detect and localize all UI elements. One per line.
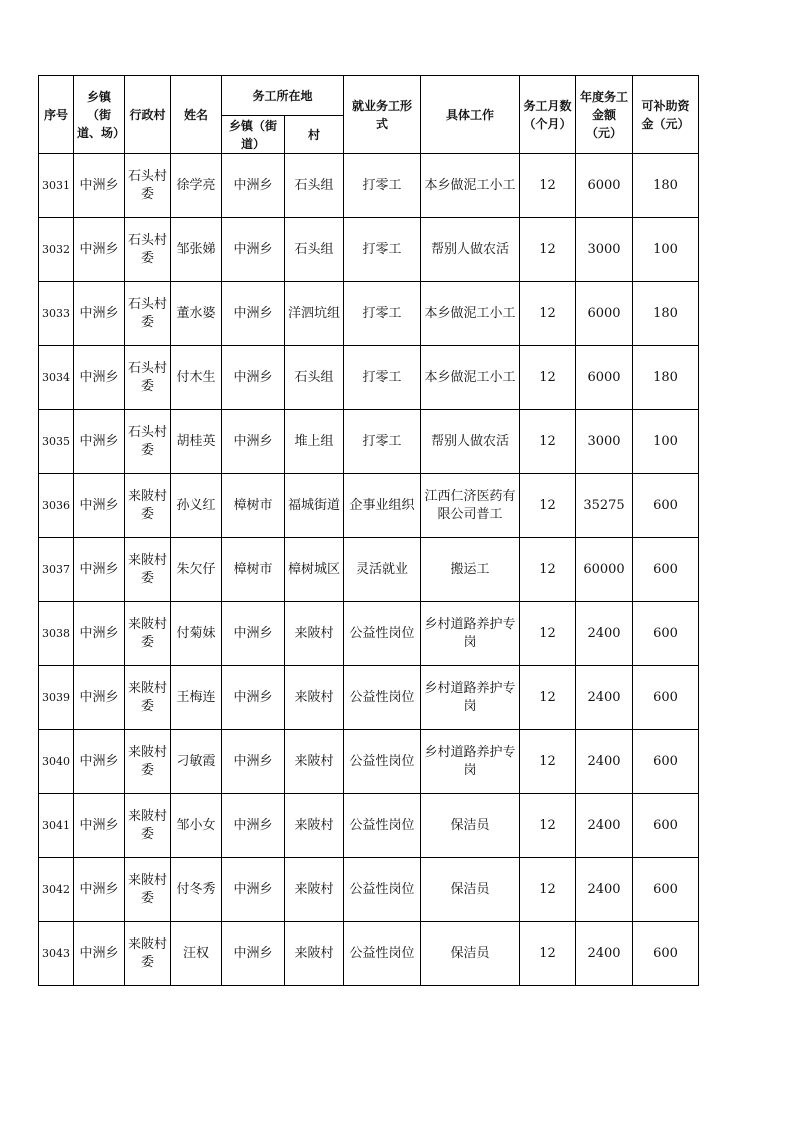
header-loc-village: 村: [285, 116, 344, 154]
cell-form: 公益性岗位: [344, 794, 421, 858]
cell-loc-town: 中洲乡: [222, 730, 285, 794]
cell-name: 付冬秀: [171, 858, 222, 922]
cell-seq: 3043: [39, 922, 74, 986]
table-row: [39, 346, 699, 410]
cell-loc-village: 堆上组: [285, 410, 344, 474]
header-form: 就业务工形式: [344, 76, 421, 154]
cell-job: 乡村道路养护专岗: [421, 730, 520, 794]
cell-form: 打零工: [344, 282, 421, 346]
cell-subsidy: 600: [633, 666, 699, 730]
cell-job: 搬运工: [421, 538, 520, 602]
cell-seq: 3033: [39, 282, 74, 346]
header-subsidy: 可补助资金（元）: [633, 76, 699, 154]
cell-loc-village: 洋泗坑组: [285, 282, 344, 346]
cell-months: 12: [520, 538, 576, 602]
cell-job: 保洁员: [421, 794, 520, 858]
cell-village: 来陂村委: [125, 794, 171, 858]
cell-seq: 3041: [39, 794, 74, 858]
cell-job: 乡村道路养护专岗: [421, 602, 520, 666]
cell-subsidy: 180: [633, 154, 699, 218]
cell-village: 石头村委: [125, 282, 171, 346]
cell-subsidy: 100: [633, 410, 699, 474]
cell-amount: 3000: [576, 218, 633, 282]
cell-months: 12: [520, 602, 576, 666]
cell-amount: 60000: [576, 538, 633, 602]
cell-seq: 3038: [39, 602, 74, 666]
cell-town: 中洲乡: [74, 538, 125, 602]
cell-town: 中洲乡: [74, 922, 125, 986]
cell-amount: 2400: [576, 794, 633, 858]
cell-form: 打零工: [344, 218, 421, 282]
cell-seq: 3032: [39, 218, 74, 282]
cell-village: 来陂村委: [125, 922, 171, 986]
cell-name: 邹小女: [171, 794, 222, 858]
cell-subsidy: 600: [633, 922, 699, 986]
cell-form: 公益性岗位: [344, 730, 421, 794]
cell-loc-town: 中洲乡: [222, 282, 285, 346]
cell-subsidy: 600: [633, 794, 699, 858]
cell-seq: 3034: [39, 346, 74, 410]
cell-job: 保洁员: [421, 858, 520, 922]
cell-town: 中洲乡: [74, 730, 125, 794]
cell-loc-town: 中洲乡: [222, 794, 285, 858]
cell-village: 石头村委: [125, 410, 171, 474]
cell-name: 孙义红: [171, 474, 222, 538]
cell-loc-village: 来陂村: [285, 922, 344, 986]
cell-subsidy: 100: [633, 218, 699, 282]
cell-name: 付菊妹: [171, 602, 222, 666]
cell-job: 江西仁济医药有限公司普工: [421, 474, 520, 538]
cell-name: 刁敏霞: [171, 730, 222, 794]
cell-amount: 2400: [576, 730, 633, 794]
cell-amount: 2400: [576, 922, 633, 986]
cell-name: 邹张娣: [171, 218, 222, 282]
cell-subsidy: 180: [633, 282, 699, 346]
cell-loc-village: 福城街道: [285, 474, 344, 538]
cell-loc-village: 石头组: [285, 218, 344, 282]
cell-form: 公益性岗位: [344, 666, 421, 730]
table-row: [39, 474, 699, 538]
cell-job: 乡村道路养护专岗: [421, 666, 520, 730]
cell-loc-town: 中洲乡: [222, 410, 285, 474]
cell-name: 付木生: [171, 346, 222, 410]
cell-seq: 3039: [39, 666, 74, 730]
cell-seq: 3036: [39, 474, 74, 538]
table-row: [39, 538, 699, 602]
cell-subsidy: 600: [633, 602, 699, 666]
cell-months: 12: [520, 922, 576, 986]
cell-village: 来陂村委: [125, 858, 171, 922]
cell-loc-village: 石头组: [285, 346, 344, 410]
cell-months: 12: [520, 666, 576, 730]
cell-loc-town: 中洲乡: [222, 346, 285, 410]
table-header: [39, 76, 699, 154]
table-row: [39, 858, 699, 922]
cell-town: 中洲乡: [74, 218, 125, 282]
cell-seq: 3042: [39, 858, 74, 922]
cell-loc-village: 来陂村: [285, 858, 344, 922]
cell-loc-town: 樟树市: [222, 474, 285, 538]
cell-seq: 3031: [39, 154, 74, 218]
cell-form: 公益性岗位: [344, 602, 421, 666]
cell-months: 12: [520, 730, 576, 794]
cell-amount: 35275: [576, 474, 633, 538]
cell-subsidy: 600: [633, 538, 699, 602]
table-row: [39, 602, 699, 666]
cell-name: 汪权: [171, 922, 222, 986]
cell-loc-town: 中洲乡: [222, 858, 285, 922]
cell-seq: 3037: [39, 538, 74, 602]
table-row: [39, 410, 699, 474]
cell-amount: 2400: [576, 666, 633, 730]
cell-amount: 6000: [576, 346, 633, 410]
cell-name: 徐学亮: [171, 154, 222, 218]
cell-amount: 3000: [576, 410, 633, 474]
cell-months: 12: [520, 410, 576, 474]
cell-months: 12: [520, 858, 576, 922]
cell-village: 石头村委: [125, 154, 171, 218]
cell-months: 12: [520, 282, 576, 346]
cell-town: 中洲乡: [74, 858, 125, 922]
cell-loc-town: 樟树市: [222, 538, 285, 602]
cell-months: 12: [520, 474, 576, 538]
cell-loc-village: 来陂村: [285, 602, 344, 666]
cell-loc-village: 来陂村: [285, 730, 344, 794]
cell-seq: 3040: [39, 730, 74, 794]
cell-months: 12: [520, 218, 576, 282]
cell-form: 公益性岗位: [344, 858, 421, 922]
cell-name: 胡桂英: [171, 410, 222, 474]
cell-name: 董水婆: [171, 282, 222, 346]
cell-subsidy: 600: [633, 474, 699, 538]
header-job: 具体工作: [421, 76, 520, 154]
cell-loc-village: 樟树城区: [285, 538, 344, 602]
cell-town: 中洲乡: [74, 282, 125, 346]
table-row: [39, 218, 699, 282]
cell-loc-village: 来陂村: [285, 666, 344, 730]
cell-job: 保洁员: [421, 922, 520, 986]
cell-village: 来陂村委: [125, 666, 171, 730]
cell-town: 中洲乡: [74, 602, 125, 666]
cell-town: 中洲乡: [74, 346, 125, 410]
cell-loc-town: 中洲乡: [222, 218, 285, 282]
cell-form: 打零工: [344, 346, 421, 410]
header-seq: 序号: [39, 76, 74, 154]
cell-amount: 2400: [576, 858, 633, 922]
cell-subsidy: 600: [633, 858, 699, 922]
header-name: 姓名: [171, 76, 222, 154]
header-work-location: 务工所在地: [222, 76, 344, 116]
table-row: [39, 282, 699, 346]
cell-village: 来陂村委: [125, 602, 171, 666]
header-months: 务工月数（个月）: [520, 76, 576, 154]
cell-months: 12: [520, 794, 576, 858]
cell-name: 朱欠仔: [171, 538, 222, 602]
table-row: [39, 922, 699, 986]
cell-village: 来陂村委: [125, 730, 171, 794]
table-body: [39, 154, 699, 986]
cell-job: 帮别人做农活: [421, 218, 520, 282]
cell-job: 帮别人做农活: [421, 410, 520, 474]
cell-village: 来陂村委: [125, 538, 171, 602]
cell-loc-town: 中洲乡: [222, 602, 285, 666]
cell-job: 本乡做泥工小工: [421, 282, 520, 346]
cell-amount: 6000: [576, 154, 633, 218]
cell-town: 中洲乡: [74, 410, 125, 474]
header-loc-town: 乡镇（街道）: [222, 116, 285, 154]
cell-loc-town: 中洲乡: [222, 922, 285, 986]
cell-loc-village: 来陂村: [285, 794, 344, 858]
table-row: [39, 794, 699, 858]
table-row: [39, 730, 699, 794]
cell-town: 中洲乡: [74, 794, 125, 858]
cell-village: 来陂村委: [125, 474, 171, 538]
table-row: [39, 154, 699, 218]
header-village: 行政村: [125, 76, 171, 154]
cell-loc-town: 中洲乡: [222, 666, 285, 730]
cell-form: 企事业组织: [344, 474, 421, 538]
cell-form: 灵活就业: [344, 538, 421, 602]
cell-months: 12: [520, 346, 576, 410]
cell-town: 中洲乡: [74, 154, 125, 218]
cell-village: 石头村委: [125, 218, 171, 282]
cell-loc-village: 石头组: [285, 154, 344, 218]
cell-town: 中洲乡: [74, 474, 125, 538]
cell-form: 打零工: [344, 154, 421, 218]
cell-months: 12: [520, 154, 576, 218]
cell-amount: 2400: [576, 602, 633, 666]
cell-form: 公益性岗位: [344, 922, 421, 986]
table-row: [39, 666, 699, 730]
cell-name: 王梅连: [171, 666, 222, 730]
cell-subsidy: 180: [633, 346, 699, 410]
cell-amount: 6000: [576, 282, 633, 346]
cell-job: 本乡做泥工小工: [421, 154, 520, 218]
cell-subsidy: 600: [633, 730, 699, 794]
header-amount: 年度务工金额（元）: [576, 76, 633, 154]
header-town: 乡镇（街道、场）: [74, 76, 125, 154]
cell-town: 中洲乡: [74, 666, 125, 730]
cell-seq: 3035: [39, 410, 74, 474]
employment-table: [38, 75, 699, 986]
cell-job: 本乡做泥工小工: [421, 346, 520, 410]
cell-village: 石头村委: [125, 346, 171, 410]
cell-loc-town: 中洲乡: [222, 154, 285, 218]
cell-form: 打零工: [344, 410, 421, 474]
